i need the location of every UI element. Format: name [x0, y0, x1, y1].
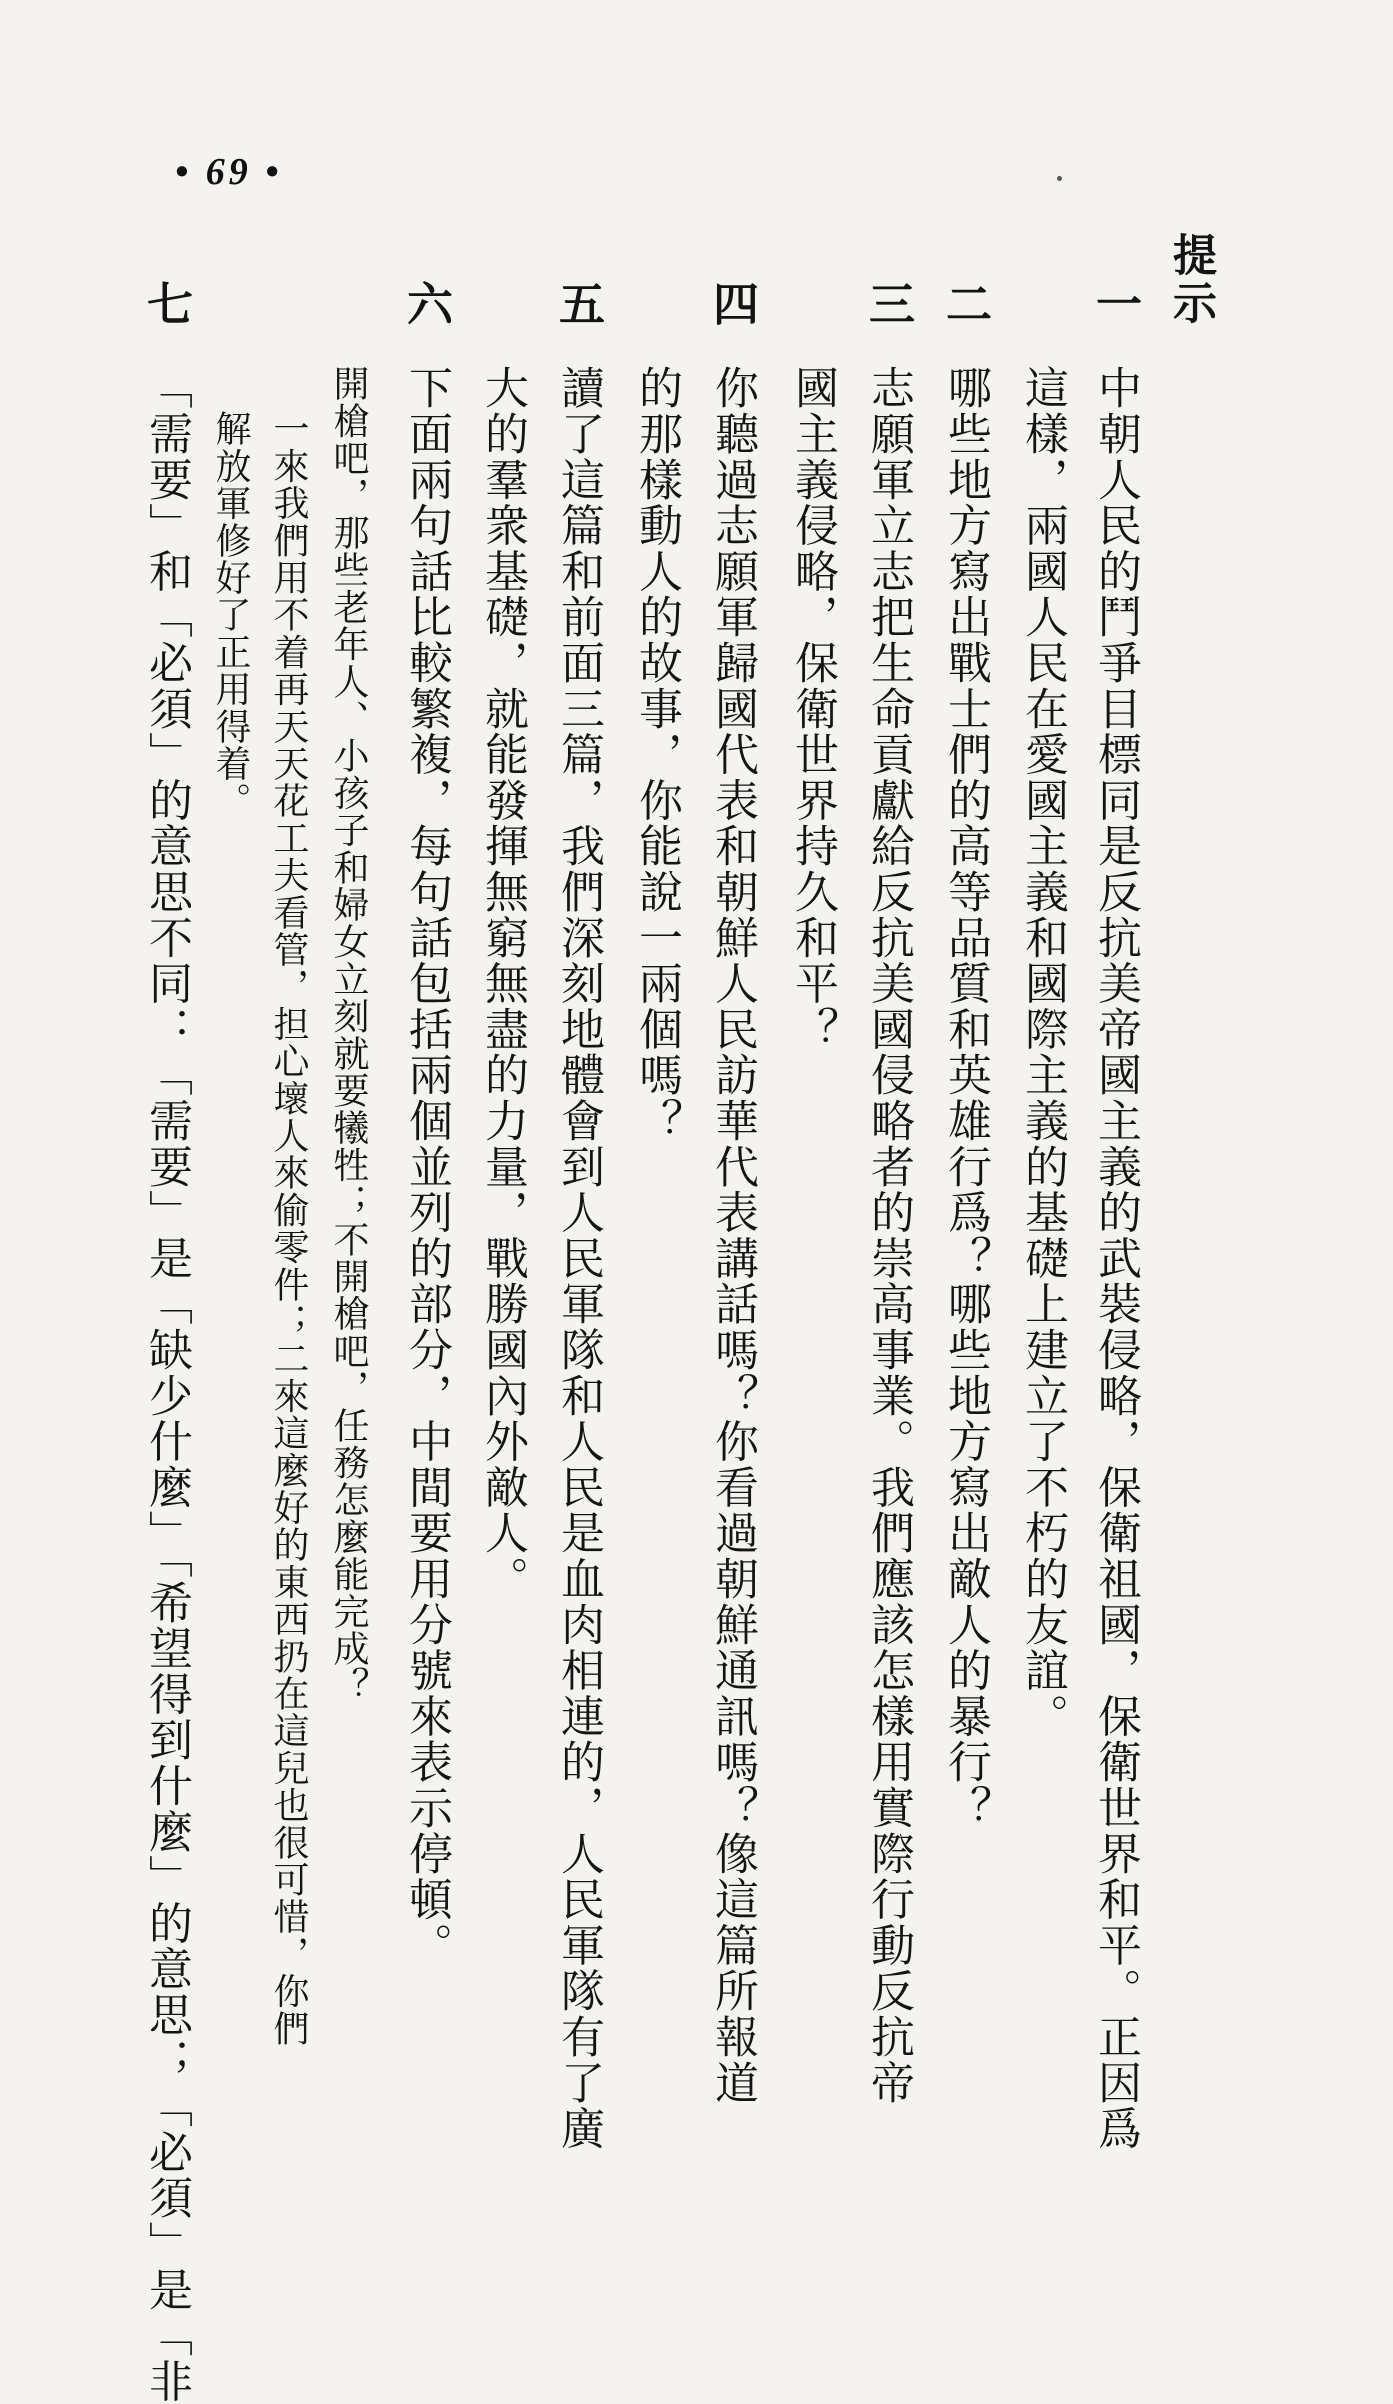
item-2-line-1: 哪些地方寫出戰士們的高等品質和英雄行爲？哪些地方寫出敵人的暴行？ — [940, 365, 991, 1831]
item-1-line-2: 這樣，兩國人民在愛國主義和國際主義的基礎上建立了不朽的友誼。 — [1017, 365, 1068, 1739]
item-7-line-1: 「需要」和「必須」的意思不同：「需要」是「缺少什麼」「希望得到什麼」的意思；「必須」是「非 — [141, 365, 192, 2404]
item-number-4: 四 — [706, 280, 760, 326]
item-number-5: 五 — [552, 280, 606, 326]
page-number: • 69 • — [175, 151, 283, 193]
item-4-line-2: 的那樣動人的故事，你能說一兩個嗎？ — [631, 365, 682, 1144]
item-6-quote-2-line-2: 解放軍修好了正用得着。 — [210, 410, 251, 820]
item-4-line-1: 你聽過志願軍歸國代表和朝鮮人民訪華代表講話嗎？你看過朝鮮通訊嗎？像這篇所報道 — [707, 365, 758, 2106]
item-6-quote-1: 開槍吧，那些老年人、小孩子和婦女立刻就要犧牲；不開槍吧，任務怎麼能完成？ — [328, 365, 369, 1705]
item-number-2: 二 — [939, 280, 993, 326]
item-number-6: 六 — [400, 280, 454, 326]
item-5-line-2: 大的羣衆基礎，就能發揮無窮無盡的力量，戰勝國內外敵人。 — [477, 365, 528, 1602]
item-number-3: 三 — [862, 280, 916, 326]
item-3-line-1: 志願軍立志把生命貢獻給反抗美國侵略者的崇高事業。我們應該怎樣用實際行動反抗帝 — [863, 365, 914, 2106]
section-heading: 提示 — [1165, 232, 1216, 328]
item-number-1: 一 — [1089, 280, 1143, 326]
item-3-line-2: 國主義侵略，保衛世界持久和平？ — [787, 365, 838, 1052]
item-6-quote-2-line-1: 一來我們用不着再天天花工夫看管，担心壞人來偷零件；二來這麼好的東西扔在這兒也很可惜，你們 — [268, 410, 309, 2047]
item-5-line-1: 讀了這篇和前面三篇，我們深刻地體會到人民軍隊和人民是血肉相連的，人民軍隊有了廣 — [553, 365, 604, 2152]
print-speck — [1057, 176, 1062, 181]
item-1-line-1: 中朝人民的鬥爭目標同是反抗美帝國主義的武裝侵略，保衛祖國，保衛世界和平。正因爲 — [1090, 365, 1141, 2152]
item-number-7: 七 — [140, 280, 194, 326]
item-6-line-1: 下面兩句話比較繁複，每句話包括兩個並列的部分，中間要用分號來表示停頓。 — [401, 365, 452, 1968]
